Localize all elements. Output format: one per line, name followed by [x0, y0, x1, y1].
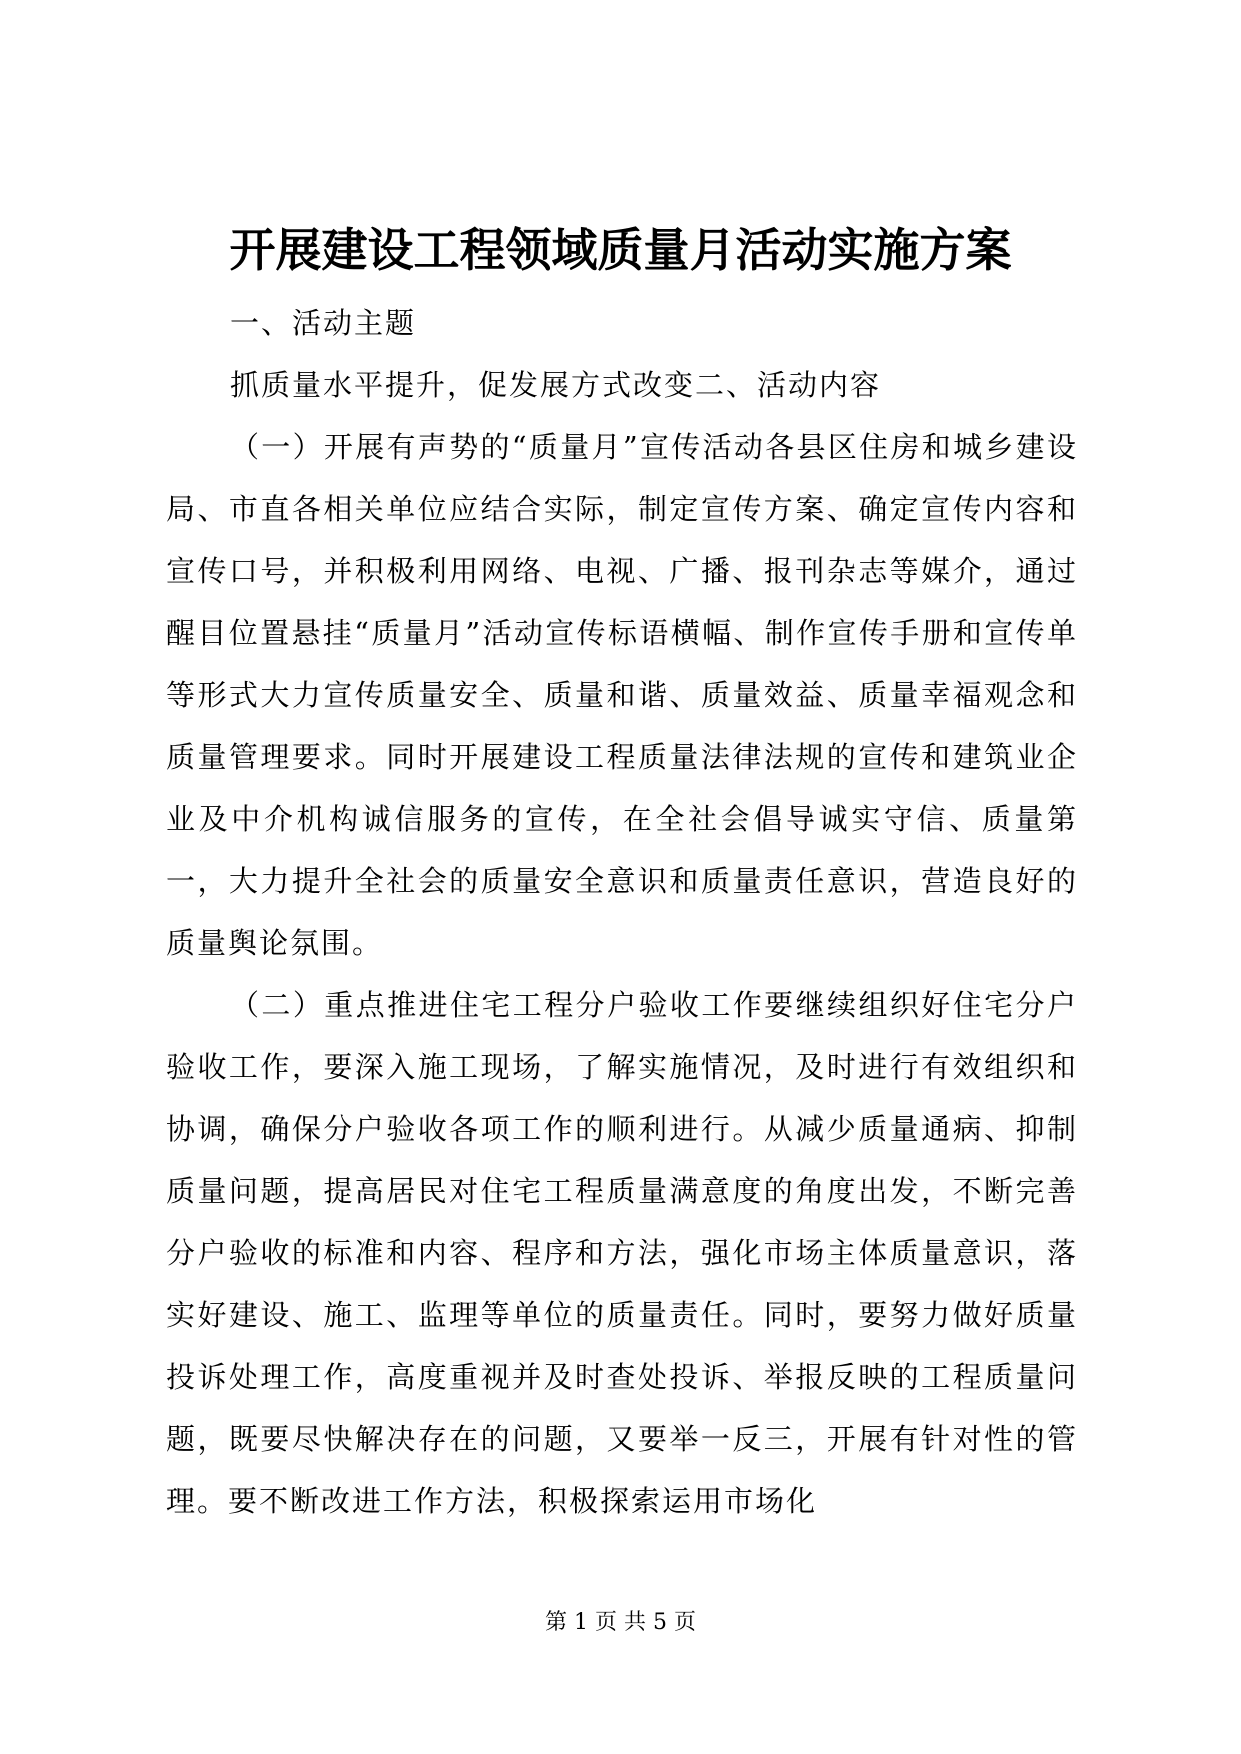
paragraph-acceptance: （二）重点推进住宅工程分户验收工作要继续组织好住宅分户验收工作，要深入施工现场，了解实施情况，及时进行有效组织和协调，确保分户验收各项工作的顺利进行。从减少质量通病、抑制质量问题，提高居民对住宅工程质量满意度的角度出发，不断完善分户验收的标准和内容、程序和方法，强化市场主体质量意识，落实好建设、施工、监理等单位的质量责任。同时，要努力做好质量投诉处理工作，高度重视并及时查处投诉、举报反映的工程质量问题，既要尽快解决存在的问题，又要举一反三，开展有针对性的管理。要不断改进工作方法，积极探索运用市场化: [166, 988, 1078, 1518]
paragraph-theme: 抓质量水平提升，促发展方式改变二、活动内容: [230, 368, 882, 402]
paragraph-publicity: （一）开展有声势的“质量月”宣传活动各县区住房和城乡建设局、市直各相关单位应结合实际，制定宣传方案、确定宣传内容和宣传口号，并积极利用网络、电视、广播、报刊杂志等媒介，通过醒目位置悬挂“质量月”活动宣传标语横幅、制作宣传手册和宣传单等形式大力宣传质量安全、质量和谐、质量效益、质量幸福观念和质量管理要求。同时开展建设工程质量法律法规的宣传和建筑业企业及中介机构诚信服务的宣传，在全社会倡导诚实守信、质量第一，大力提升全社会的质量安全意识和质量责任意识，营造良好的质量舆论氛围。: [166, 430, 1078, 960]
document-body: [166, 292, 1078, 1532]
section-heading-theme: 一、活动主题: [230, 306, 417, 340]
page-number-footer: 第 1 页 共 5 页: [545, 1610, 696, 1635]
document-title: 开展建设工程领域质量月活动实施方案: [229, 223, 1012, 277]
